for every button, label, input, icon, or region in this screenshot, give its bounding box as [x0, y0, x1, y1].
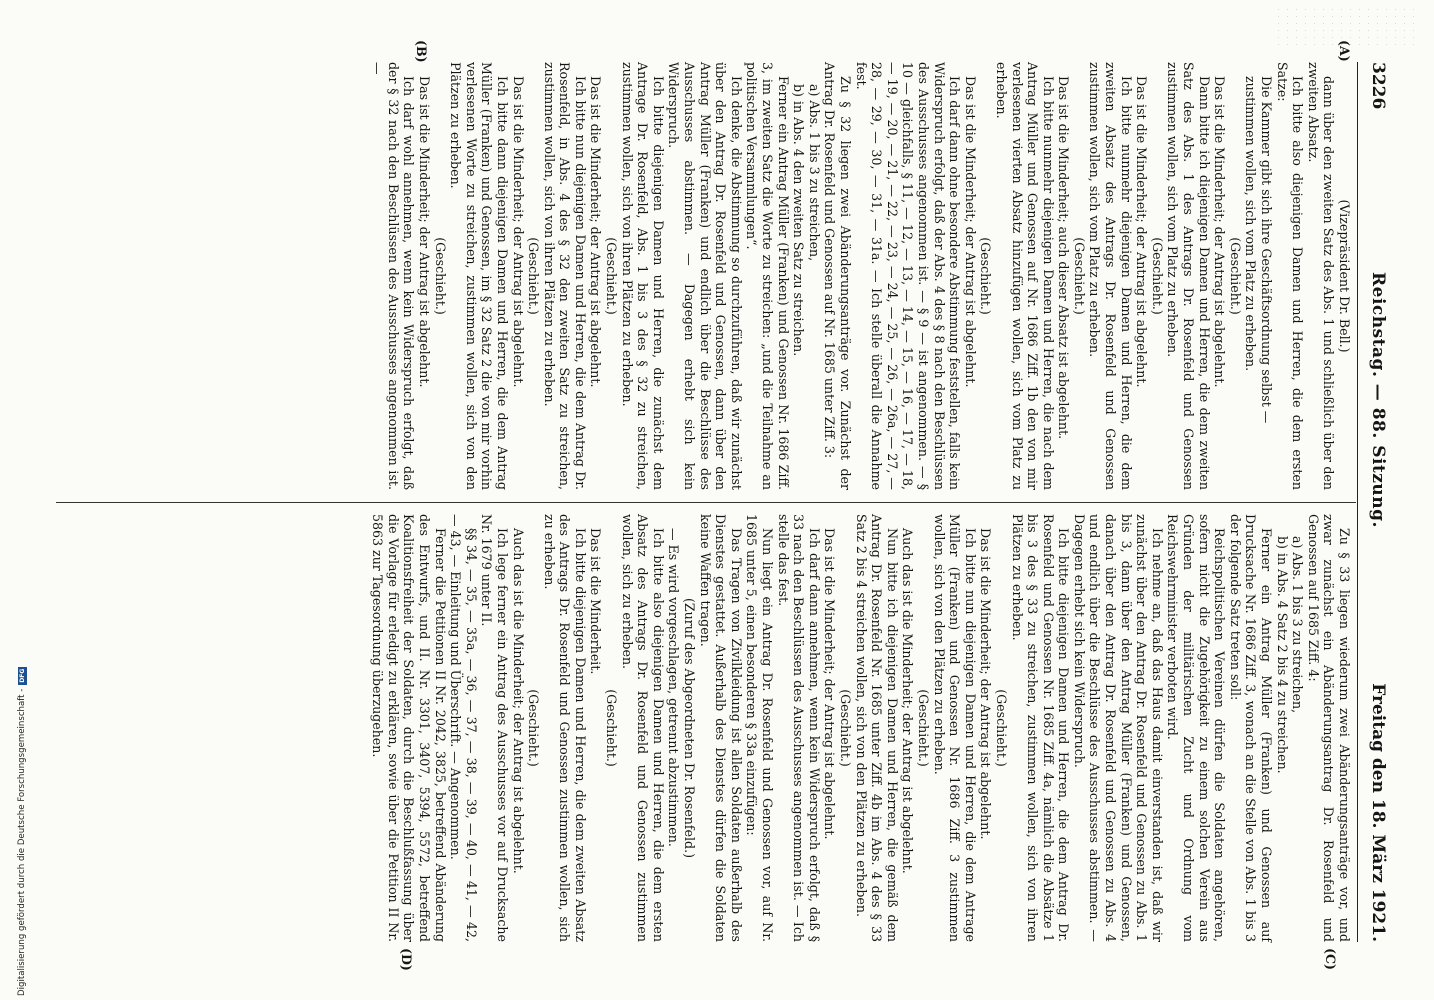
- column-divider: [56, 502, 1356, 503]
- page-title: Reichstag. — 88. Sitzung.: [1368, 272, 1388, 528]
- paragraph: Ich darf wohl annehmen, wenn kein Widerspruch erfolgt, daß der § 32 nach den Beschlüssen des Ausschusses angenommen ist. —: [370, 62, 417, 490]
- paragraph: zustimmen wollen, sich vom Platz zu erheben.: [1243, 76, 1259, 372]
- paragraph: (Geschieht.): [993, 689, 1009, 767]
- paragraph: Ich bitte diejenigen Damen und Herren, die zunächst dem Antrage Dr. Rosenfeld, Abs. 1 bis 3 des § 32 zu streichen, zustimmen wollen, sich von ihren Plätzen zu erheben.: [619, 62, 666, 490]
- paragraph: b) in Abs. 4 Satz 2 bis 4 zu streichen.: [1274, 536, 1290, 774]
- paragraph: (Geschieht.): [1149, 237, 1165, 315]
- paragraph: Ich bitte diejenigen Damen und Herren, die dem zweiten Absatz des Antrags Dr. Rosenfeld und Genossen zustimmen wollen, sich zu erheben.: [541, 514, 588, 942]
- paragraph: Das ist die Minderheit; der Antrag ist abgelehnt.: [822, 528, 838, 840]
- paragraph: Die Kammer gibt sich ihre Geschäftsordnung selbst —: [1259, 76, 1275, 424]
- paragraph: Ferner die Petitionen II Nr. 2042, 3825, betreffend Abänderung des Entwurfs, und II. Nr. 3301, 3407, 5394, 5572, betreffend Koalitionsfreiheit der Soldaten, durch die Beschlußfassung über die Vorlage für erledigt zu erklären, sowie über die Petition II Nr. 5863 zur Tagesordnung überzugehen.: [370, 514, 448, 942]
- paragraph: b) in Abs. 4 den zweiten Satz zu streichen.: [791, 84, 807, 357]
- paragraph: — Es wird vorgeschlagen, getrennt abzustimmen.: [666, 528, 682, 847]
- paragraph: Ich darf dann ohne besondere Abstimmung feststellen, falls kein Widerspruch erfolgt, daß der Abs. 4 des § 8 nach den Beschlüssen des Ausschusses angenommen ist. — § 9 — ist angenommen. — § 10 — gleichfalls, § 11, — 12, — 13, — 14, — 15, — 16, — 17, — 18, — 19, — 20, — 21, — 22, — 23, — 24, — 25, — 26, — 26a, — 27, — 28, — 29, — 30, — 31, — 31a. — Ich stelle überall die Annahme fest.: [853, 62, 963, 490]
- paragraph: dann über den zweiten Satz des Abs. 1 und schließlich über den zweiten Absatz.: [1305, 62, 1337, 490]
- paragraph: Ich bitte nun diejenigen Damen und Herren, die dem Antrage Müller (Franken) und Genossen Nr. 1686 Ziff. 3 zustimmen wollen, sich von den Plätzen zu erheben.: [931, 514, 978, 942]
- margin-mark-b: (B): [414, 40, 429, 63]
- paragraph: Das ist die Minderheit.: [588, 528, 604, 675]
- paragraph: Ich nehme an, daß das Haus damit einverstanden ist, daß wir zunächst über den Antrag Dr. Rosenfeld und Genossen zu Abs. 1 bis 3, dann über den Antrag Müller (Franken) und Genossen, danach über den Antrag Dr. Rosenfeld und Genossen zu Abs. 4 und endlich über die Beschlüsse des Ausschusses abstimmen. — Dagegen erhebt sich kein Widerspruch.: [1071, 514, 1165, 942]
- paragraph: Ich bitte also diejenigen Damen und Herren, die dem ersten Absatz des Antrags Dr. Rosenfeld und Genossen zustimmen wollen, sich zu erheben.: [619, 514, 666, 942]
- paragraph: (Geschieht.): [1227, 237, 1243, 315]
- paragraph: (Vizepräsident Dr. Bell.): [1337, 199, 1352, 353]
- margin-mark-d: (D): [399, 948, 414, 971]
- dfg-logo-icon: DFG: [18, 668, 26, 683]
- paragraph: Ich bitte nunmehr diejenigen Damen und Herren, die nach dem Antrag Müller und Genossen auf Nr. 1686 Ziff. 1b den von mir verlesenen vierten Absatz hinzufügen wollen, sich vom Platz zu erheben.: [993, 62, 1056, 490]
- paragraph: Ferner ein Antrag Müller (Franken) und Genossen auf Drucksache Nr. 1686 Ziff. 3, wonach an die Stelle von Abs. 1 bis 3 der folgende Satz treten soll:: [1227, 514, 1275, 942]
- paragraph: Das ist die Minderheit; auch dieser Absatz ist abgelehnt.: [1056, 76, 1072, 440]
- paragraph: (Geschieht.): [526, 237, 542, 315]
- paragraph: Das ist die Minderheit; der Antrag ist abgelehnt.: [978, 528, 994, 840]
- paragraph: Zu § 32 liegen zwei Abänderungsanträge vor. Zunächst der Antrag Dr. Rosenfeld und Genossen auf Nr. 1685 unter Ziff. 3:: [822, 62, 853, 490]
- page-number: 3226: [1368, 62, 1388, 110]
- paragraph: Ferner ein Antrag Müller (Franken) und Genossen Nr. 1686 Ziff. 3, im zweiten Satz die Worte zu streichen: „und die Teilnahme an politischen Versammlungen“.: [744, 62, 791, 490]
- margin-mark-a: (A): [1337, 40, 1352, 62]
- paragraph: Reichspolitischen Vereinen dürfen die Soldaten angehören, sofern nicht die Zugehörigkeit zu einem solchen Verein aus Gründen der militärischen Zucht und Ordnung vom Reichswehrminister verboten wird.: [1165, 514, 1228, 942]
- margin-mark-c: (C): [1323, 948, 1338, 970]
- paragraph: (Zuruf des Abgeordneten Dr. Rosenfeld.): [682, 597, 698, 859]
- paragraph: §§ 34, — 35, — 35a, — 36, — 37, — 38, — 39, — 40, — 41, — 42, — 43, — Einleitung und Überschrift. — Angenommen.: [448, 514, 479, 942]
- paragraph: Dann bitte ich diejenigen Damen und Herren, die dem zweiten Satz des Abs. 1 des Antrags Dr. Rosenfeld und Genossen zustimmen wollen, sich vom Platz zu erheben.: [1165, 62, 1212, 490]
- left-text-column: [370, 62, 1352, 490]
- right-text-column: [370, 514, 1352, 942]
- paragraph: Ich bitte nunmehr diejenigen Damen und Herren, die dem zweiten Absatz des Antrags Dr. Rosenfeld und Genossen zustimmen wollen, sich vom Platz zu erheben.: [1087, 62, 1134, 490]
- header-rule: [1357, 62, 1358, 942]
- paragraph: Das ist die Minderheit; der Antrag ist abgelehnt.: [510, 76, 526, 388]
- paragraph: Ich bitte also diejenigen Damen und Herren, die dem ersten Satze:: [1274, 62, 1306, 490]
- paragraph: (Geschieht.): [915, 689, 931, 767]
- paragraph: a) Abs. 1 bis 3 zu streichen,: [806, 84, 822, 262]
- paragraph: (Geschieht.): [604, 237, 620, 315]
- session-date: Freitag den 18. März 1921.: [1368, 683, 1388, 942]
- paragraph: Das ist die Minderheit; der Antrag ist abgelehnt.: [416, 76, 432, 388]
- paragraph: Nun bitte ich diejenigen Damen und Herren, die gemäß dem Antrag Dr. Rosenfeld Nr. 1685 unter Ziff. 4b im Abs. 4 des § 33 Satz 2 bis 4 streichen wollen, sich von den Plätzen zu erheben.: [853, 514, 900, 942]
- digitization-credit: [2, 600, 27, 996]
- paragraph: (Geschieht.): [526, 689, 542, 767]
- paragraph: (Geschieht.): [604, 689, 620, 767]
- paragraph: Ich bitte diejenigen Damen und Herren, die dem Antrag Dr. Rosenfeld und Genossen Nr. 1685 Ziff. 4a, nämlich die Absätze 1 bis 3 des § 33 zu streichen, zustimmen wollen, sich von ihren Plätzen zu erheben.: [1009, 514, 1072, 942]
- paragraph: (Geschieht.): [838, 689, 853, 767]
- scan-speckle: [1274, 6, 1414, 46]
- credit-text: Digitalisierung gefördert durch die Deutsche Forschungsgemeinschaft -: [17, 688, 27, 996]
- paragraph: Das ist die Minderheit; der Antrag ist abgelehnt.: [1212, 76, 1228, 388]
- paragraph: Auch das ist die Minderheit; der Antrag ist abgelehnt.: [900, 528, 916, 874]
- paragraph: Das ist die Minderheit; der Antrag ist abgelehnt.: [1134, 76, 1150, 388]
- paragraph: (Geschieht.): [978, 237, 994, 315]
- paragraph: Das ist die Minderheit; der Antrag ist abgelehnt.: [588, 76, 604, 388]
- paragraph: Ich bitte nun diejenigen Damen und Herren, die dem Antrag Dr. Rosenfeld, in Abs. 4 des § 32 den zweiten Satz zu streichen, zustimmen wollen, sich von ihren Plätzen zu erheben.: [541, 62, 588, 490]
- paragraph: Auch das ist die Minderheit; der Antrag ist abgelehnt.: [510, 528, 526, 874]
- paragraph: Ich bitte dann diejenigen Damen und Herren, die dem Antrag Müller (Franken) und Genossen, im § 32 Satz 2 die von mir vorhin verlesenen Worte zu streichen, zustimmen wollen, sich von den Plätzen zu erheben.: [448, 62, 510, 490]
- page-header: [1360, 62, 1388, 942]
- paragraph: Ich denke, die Abstimmung so durchzuführen, daß wir zunächst über den Antrag Dr. Rosenfeld und Genossen, dann über den Antrag Müller (Franken) und endlich über die Beschlüsse des Ausschusses abstimmen. — Dagegen erhebt sich kein Widerspruch.: [666, 62, 744, 490]
- paragraph: Das Tragen von Zivilkleidung ist allen Soldaten außerhalb des Dienstes gestattet. Außerhalb des Dienstes dürfen die Soldaten keine Waffen tragen.: [697, 514, 744, 942]
- paragraph: Ich darf dann annehmen, wenn kein Widerspruch erfolgt, daß § 33 nach den Beschlüssen des Ausschusses angenommen ist. — Ich stelle das fest.: [775, 514, 822, 942]
- paragraph: (Geschieht.): [1071, 237, 1087, 315]
- paragraph: Das ist die Minderheit; der Antrag ist abgelehnt.: [962, 76, 978, 388]
- paragraph: (Geschieht.): [432, 237, 448, 315]
- paragraph: Zu § 33 liegen wiederum zwei Abänderungsanträge vor, und zwar zunächst ein Abänderungsantrag Dr. Rosenfeld und Genossen auf 1685 Ziff. 4:: [1305, 514, 1352, 942]
- paragraph: Nun liegt ein Antrag Dr. Rosenfeld und Genossen vor, auf Nr. 1685 unter 5, einen besonderen § 33a einzufügen:: [744, 514, 776, 942]
- paragraph: a) Abs. 1 bis 3 zu streichen,: [1290, 536, 1306, 714]
- paragraph: Ich lege ferner ein Antrag des Ausschusses vor auf Drucksache Nr. 1679 unter II.: [479, 514, 510, 942]
